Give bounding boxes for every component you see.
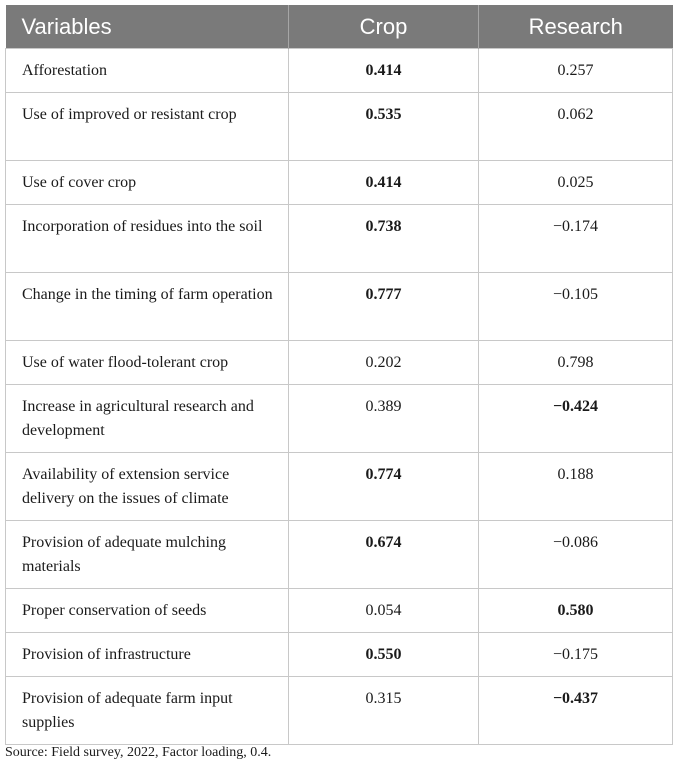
variable-cell: Proper conservation of seeds [6, 589, 289, 633]
table-row [6, 205, 673, 273]
crop-cell: 0.389 [289, 385, 479, 453]
research-cell: −0.437 [479, 677, 673, 745]
table-row [6, 93, 673, 161]
table-row [6, 341, 673, 385]
crop-cell: 0.550 [289, 633, 479, 677]
source-note: Source: Field survey, 2022, Factor loading, 0.4. [5, 745, 272, 760]
crop-cell: 0.315 [289, 677, 479, 745]
table-row [6, 161, 673, 205]
crop-cell: 0.738 [289, 205, 479, 273]
crop-cell: 0.054 [289, 589, 479, 633]
variable-cell: Increase in agricultural research and development [6, 385, 289, 453]
variable-cell: Availability of extension service delivery on the issues of climate [6, 453, 289, 521]
table-row [6, 385, 673, 453]
variable-cell: Use of water flood-tolerant crop [6, 341, 289, 385]
crop-cell: 0.674 [289, 521, 479, 589]
research-cell: −0.175 [479, 633, 673, 677]
table-row [6, 677, 673, 745]
header-research: Research [479, 5, 673, 49]
header-variables: Variables [6, 5, 289, 49]
variable-cell: Incorporation of residues into the soil [6, 205, 289, 273]
crop-cell: 0.777 [289, 273, 479, 341]
crop-cell: 0.774 [289, 453, 479, 521]
crop-cell: 0.414 [289, 49, 479, 93]
research-cell: 0.798 [479, 341, 673, 385]
variable-cell: Use of cover crop [6, 161, 289, 205]
research-cell: −0.105 [479, 273, 673, 341]
research-cell: 0.580 [479, 589, 673, 633]
variable-cell: Change in the timing of farm operation [6, 273, 289, 341]
crop-cell: 0.202 [289, 341, 479, 385]
table-row [6, 273, 673, 341]
variable-cell: Provision of adequate farm input supplies [6, 677, 289, 745]
variable-cell: Provision of infrastructure [6, 633, 289, 677]
research-cell: −0.086 [479, 521, 673, 589]
crop-cell: 0.535 [289, 93, 479, 161]
factor-loading-table [5, 5, 673, 745]
research-cell: 0.188 [479, 453, 673, 521]
research-cell: 0.025 [479, 161, 673, 205]
table-header-row [6, 5, 673, 49]
table-row [6, 49, 673, 93]
table-row [6, 521, 673, 589]
research-cell: −0.424 [479, 385, 673, 453]
table-row [6, 633, 673, 677]
crop-cell: 0.414 [289, 161, 479, 205]
research-cell: 0.257 [479, 49, 673, 93]
research-cell: −0.174 [479, 205, 673, 273]
header-crop: Crop [289, 5, 479, 49]
table-row [6, 589, 673, 633]
variable-cell: Afforestation [6, 49, 289, 93]
variable-cell: Use of improved or resistant crop [6, 93, 289, 161]
table-row [6, 453, 673, 521]
variable-cell: Provision of adequate mulching materials [6, 521, 289, 589]
research-cell: 0.062 [479, 93, 673, 161]
